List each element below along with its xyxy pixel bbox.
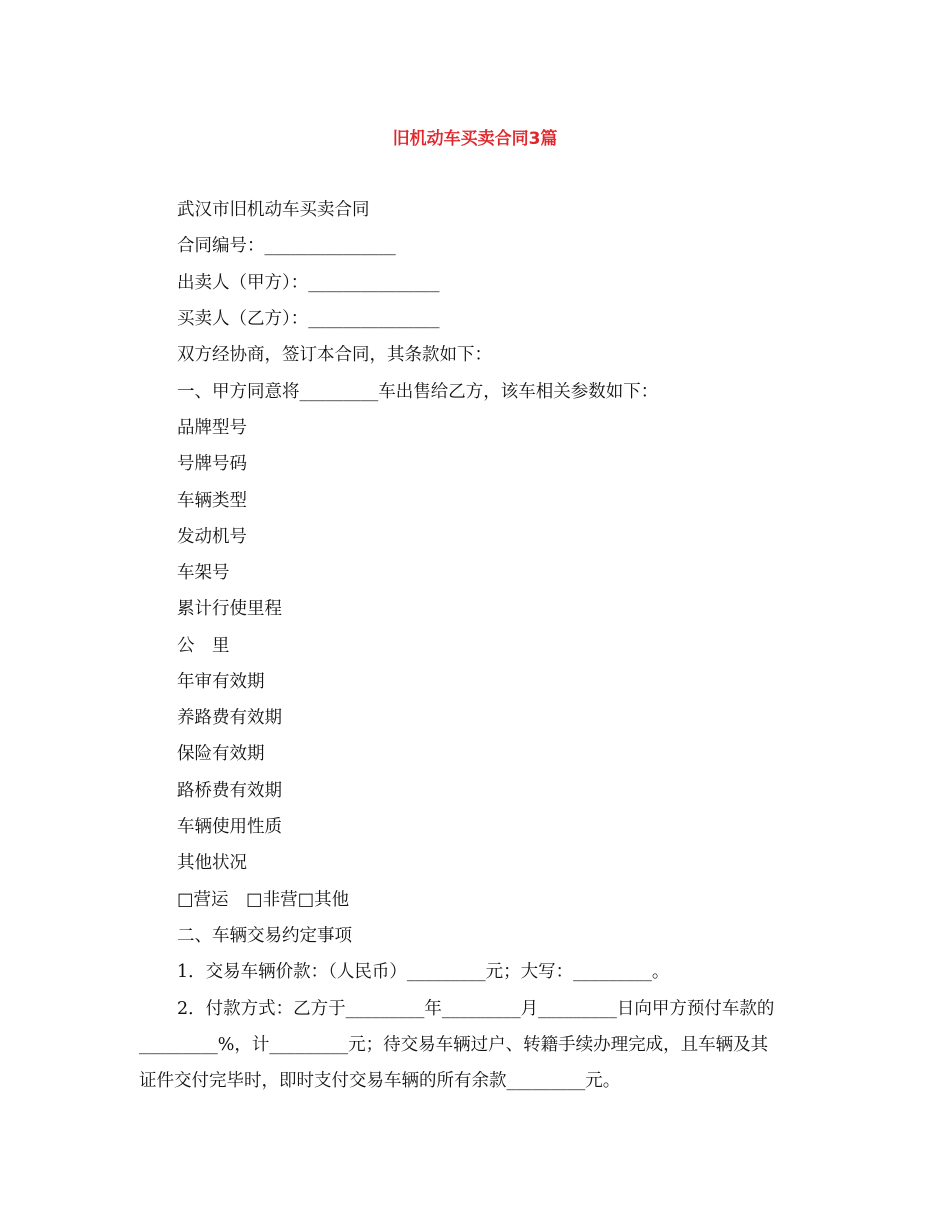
buyer-line: 买卖人（乙方）：_______________ [177,309,440,329]
seller-line: 出卖人（甲方）：_______________ [177,273,440,293]
item-2-line-1: 2．付款方式：乙方于_________年_________月_________日向甲方预付车款的 [177,999,775,1019]
item-1-price: 1．交易车辆价款：（人民币）_________元；大写：_________。 [177,962,670,982]
param-item: 养路费有效期 [177,708,282,728]
param-item: 累计行使里程 [177,599,282,619]
param-item: 公 里 [177,636,230,656]
contract-name: 武汉市旧机动车买卖合同 [177,200,370,220]
contract-number-line: 合同编号：_______________ [177,236,396,256]
param-item: 年审有效期 [177,672,265,692]
param-item: 车辆类型 [177,491,247,511]
param-item: 号牌号码 [177,454,247,474]
param-item: 发动机号 [177,527,247,547]
intro-line: 双方经协商，签订本合同，其条款如下： [177,345,492,365]
param-item: 保险有效期 [177,744,265,764]
param-item: 车辆使用性质 [177,817,282,837]
document-title: 旧机动车买卖合同3篇 [392,129,558,149]
clause-1: 一、甲方同意将_________车出售给乙方，该车相关参数如下： [177,382,659,402]
param-item: 路桥费有效期 [177,781,282,801]
clause-2: 二、车辆交易约定事项 [177,926,352,946]
usage-options: □营运 □非营□其他 [177,890,350,910]
item-2-line-2: _________%，计_________元；待交易车辆过户、转籍手续办理完成，且车辆及其 [139,1035,769,1055]
param-item: 车架号 [177,563,230,583]
param-item: 品牌型号 [177,418,247,438]
item-2-line-3: 证件交付完毕时，即时支付交易车辆的所有余款_________元。 [139,1071,621,1091]
param-item: 其他状况 [177,853,247,873]
